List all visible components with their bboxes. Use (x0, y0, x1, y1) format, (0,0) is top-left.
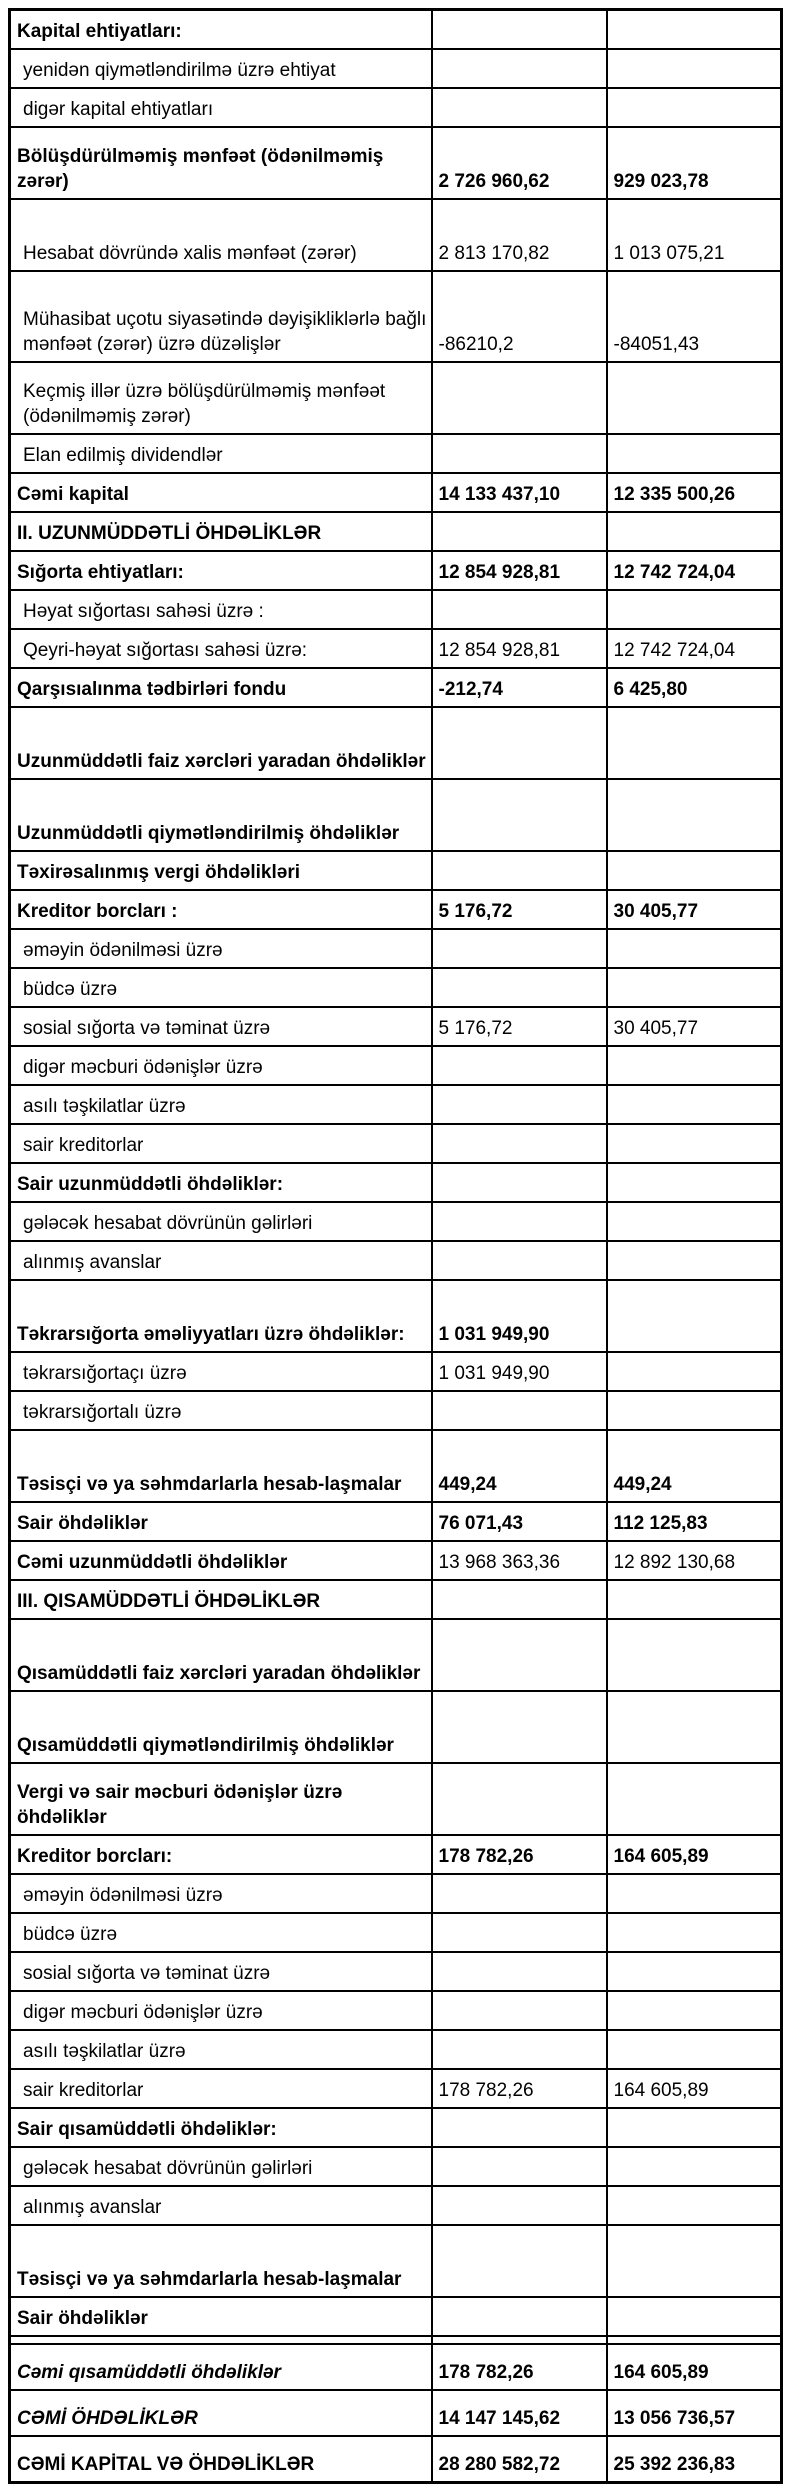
value-col-2 (607, 1580, 782, 1619)
row-label: gələcək hesabat dövrünün gəlirləri (10, 1202, 432, 1241)
row-label: Bölüşdürülməmiş mənfəət (ödənilməmiş zərər) (10, 127, 432, 199)
table-row (10, 1502, 782, 1541)
row-label: təkrarsığortaçı üzrə (10, 1352, 432, 1391)
row-label: büdcə üzrə (10, 968, 432, 1007)
value-col-1 (432, 1202, 607, 1241)
value-col-2 (607, 1352, 782, 1391)
row-label: III. QISAMÜDDƏTLİ ÖHDƏLİKLƏR (10, 1580, 432, 1619)
value-col-2: 25 392 236,83 (607, 2436, 782, 2483)
value-col-1 (432, 1241, 607, 1280)
value-col-2 (607, 929, 782, 968)
table-row (10, 2147, 782, 2186)
value-col-2: 449,24 (607, 1430, 782, 1502)
value-col-1 (432, 2030, 607, 2069)
row-label: Sair öhdəliklər (10, 2297, 432, 2336)
value-col-2 (607, 512, 782, 551)
value-col-1 (432, 851, 607, 890)
value-col-2 (607, 1991, 782, 2030)
value-col-1 (432, 1046, 607, 1085)
table-row (10, 2336, 782, 2344)
value-col-2 (607, 1619, 782, 1691)
row-label: büdcə üzrə (10, 1913, 432, 1952)
value-col-1: 178 782,26 (432, 2344, 607, 2390)
row-label: gələcək hesabat dövrünün gəlirləri (10, 2147, 432, 2186)
value-col-1: 1 031 949,90 (432, 1352, 607, 1391)
row-label: II. UZUNMÜDDƏTLİ ÖHDƏLİKLƏR (10, 512, 432, 551)
value-col-2 (607, 968, 782, 1007)
table-row (10, 1913, 782, 1952)
value-col-1: 1 031 949,90 (432, 1280, 607, 1352)
table-row (10, 1991, 782, 2030)
value-col-1 (432, 1913, 607, 1952)
table-row (10, 1691, 782, 1763)
row-label: Sair öhdəliklər (10, 1502, 432, 1541)
row-label: digər məcburi ödənişlər üzrə (10, 1991, 432, 2030)
row-label: əməyin ödənilməsi üzrə (10, 1874, 432, 1913)
table-row (10, 1352, 782, 1391)
value-col-1: 12 854 928,81 (432, 629, 607, 668)
row-label: Sair qısamüddətli öhdəliklər: (10, 2108, 432, 2147)
row-label: Təsisçi və ya səhmdarlarla hesab-laşmalar (10, 1430, 432, 1502)
table-row (10, 1835, 782, 1874)
value-col-1 (432, 512, 607, 551)
row-label: Cəmi uzunmüddətli öhdəliklər (10, 1541, 432, 1580)
row-label: CƏMİ ÖHDƏLİKLƏR (10, 2390, 432, 2436)
table-row (10, 199, 782, 271)
row-label (10, 2336, 432, 2344)
value-col-2 (607, 1202, 782, 1241)
value-col-2 (607, 2147, 782, 2186)
value-col-2: 112 125,83 (607, 1502, 782, 1541)
value-col-2 (607, 362, 782, 434)
value-col-1 (432, 590, 607, 629)
row-label: digər kapital ehtiyatları (10, 88, 432, 127)
value-col-2: 164 605,89 (607, 1835, 782, 1874)
value-col-2 (607, 434, 782, 473)
table-row (10, 851, 782, 890)
value-col-2: 30 405,77 (607, 890, 782, 929)
table-row (10, 10, 782, 50)
value-col-1 (432, 1763, 607, 1835)
value-col-1: 5 176,72 (432, 890, 607, 929)
value-col-1 (432, 1952, 607, 1991)
liabilities-table-body (10, 10, 782, 2483)
table-row (10, 2297, 782, 2336)
table-row (10, 1163, 782, 1202)
value-col-1: -212,74 (432, 668, 607, 707)
row-label: Qeyri-həyat sığortası sahəsi üzrə: (10, 629, 432, 668)
value-col-1: 2 726 960,62 (432, 127, 607, 199)
row-label: alınmış avanslar (10, 2186, 432, 2225)
value-col-2 (607, 2336, 782, 2344)
row-label: Qısamüddətli faiz xərcləri yaradan öhdəliklər (10, 1619, 432, 1691)
value-col-2 (607, 2186, 782, 2225)
value-col-1 (432, 2108, 607, 2147)
value-col-2: 12 892 130,68 (607, 1541, 782, 1580)
row-label: CƏMİ KAPİTAL VƏ ÖHDƏLİKLƏR (10, 2436, 432, 2483)
liabilities-table (8, 8, 783, 2484)
table-row (10, 1085, 782, 1124)
table-row (10, 362, 782, 434)
row-label: Keçmiş illər üzrə bölüşdürülməmiş mənfəət (ödənilməmiş zərər) (10, 362, 432, 434)
row-label: Sair uzunmüddətli öhdəliklər: (10, 1163, 432, 1202)
table-row (10, 890, 782, 929)
row-label: asılı təşkilatlar üzrə (10, 2030, 432, 2069)
table-row (10, 2186, 782, 2225)
table-row (10, 929, 782, 968)
value-col-1: 13 968 363,36 (432, 1541, 607, 1580)
row-label: asılı təşkilatlar üzrə (10, 1085, 432, 1124)
value-col-2: -84051,43 (607, 271, 782, 362)
value-col-2 (607, 1046, 782, 1085)
value-col-2 (607, 1913, 782, 1952)
table-row (10, 1430, 782, 1502)
table-row (10, 2030, 782, 2069)
table-row (10, 1541, 782, 1580)
row-label: Kreditor borcları : (10, 890, 432, 929)
value-col-2 (607, 1391, 782, 1430)
value-col-1 (432, 1874, 607, 1913)
value-col-1: 12 854 928,81 (432, 551, 607, 590)
table-row (10, 629, 782, 668)
table-row (10, 968, 782, 1007)
row-label: Uzunmüddətli qiymətləndirilmiş öhdəliklər (10, 779, 432, 851)
value-col-1 (432, 49, 607, 88)
value-col-1 (432, 2297, 607, 2336)
table-row (10, 1046, 782, 1085)
value-col-2: 164 605,89 (607, 2069, 782, 2108)
value-col-1: 76 071,43 (432, 1502, 607, 1541)
value-col-1 (432, 2225, 607, 2297)
value-col-2: 6 425,80 (607, 668, 782, 707)
value-col-1: 5 176,72 (432, 1007, 607, 1046)
table-row (10, 590, 782, 629)
value-col-2 (607, 1874, 782, 1913)
value-col-1: 28 280 582,72 (432, 2436, 607, 2483)
table-row (10, 1952, 782, 1991)
row-label: Həyat sığortası sahəsi üzrə : (10, 590, 432, 629)
row-label: yenidən qiymətləndirilmə üzrə ehtiyat (10, 49, 432, 88)
table-row (10, 1124, 782, 1163)
value-col-1 (432, 968, 607, 1007)
value-col-2 (607, 1691, 782, 1763)
row-label: alınmış avanslar (10, 1241, 432, 1280)
value-col-1 (432, 707, 607, 779)
value-col-2: 929 023,78 (607, 127, 782, 199)
table-row (10, 551, 782, 590)
value-col-1: 14 147 145,62 (432, 2390, 607, 2436)
value-col-2: 12 742 724,04 (607, 551, 782, 590)
value-col-2 (607, 707, 782, 779)
table-row (10, 1874, 782, 1913)
value-col-2 (607, 2297, 782, 2336)
value-col-1: 2 813 170,82 (432, 199, 607, 271)
value-col-2 (607, 851, 782, 890)
value-col-1 (432, 2336, 607, 2344)
table-row (10, 1619, 782, 1691)
value-col-1 (432, 434, 607, 473)
row-label: Cəmi qısamüddətli öhdəliklər (10, 2344, 432, 2390)
row-label: Elan edilmiş dividendlər (10, 434, 432, 473)
table-row (10, 88, 782, 127)
table-row (10, 1241, 782, 1280)
row-label: Təxirəsalınmış vergi öhdəlikləri (10, 851, 432, 890)
value-col-1 (432, 1691, 607, 1763)
value-col-2 (607, 2108, 782, 2147)
value-col-2 (607, 49, 782, 88)
row-label: sair kreditorlar (10, 1124, 432, 1163)
value-col-1 (432, 779, 607, 851)
table-row (10, 2436, 782, 2483)
row-label: Təsisçi və ya səhmdarlarla hesab-laşmalar (10, 2225, 432, 2297)
table-row (10, 1391, 782, 1430)
table-row (10, 2108, 782, 2147)
row-label: Mühasibat uçotu siyasətində dəyişikliklərlə bağlı mənfəət (zərər) üzrə düzəlişlər (10, 271, 432, 362)
value-col-2: 164 605,89 (607, 2344, 782, 2390)
value-col-2: 13 056 736,57 (607, 2390, 782, 2436)
value-col-2 (607, 2225, 782, 2297)
row-label: Vergi və sair məcburi ödənişlər üzrə öhdəliklər (10, 1763, 432, 1835)
table-row (10, 1763, 782, 1835)
value-col-1: 178 782,26 (432, 2069, 607, 2108)
value-col-2 (607, 779, 782, 851)
row-label: sair kreditorlar (10, 2069, 432, 2108)
table-row (10, 2069, 782, 2108)
value-col-1 (432, 2186, 607, 2225)
table-row (10, 2225, 782, 2297)
table-row (10, 1007, 782, 1046)
value-col-2: 12 335 500,26 (607, 473, 782, 512)
value-col-1 (432, 929, 607, 968)
table-row (10, 271, 782, 362)
value-col-2 (607, 1280, 782, 1352)
table-row (10, 473, 782, 512)
value-col-1 (432, 88, 607, 127)
table-row (10, 434, 782, 473)
value-col-2 (607, 1763, 782, 1835)
row-label: Qısamüddətli qiymətləndirilmiş öhdəliklər (10, 1691, 432, 1763)
row-label: Təkrarsığorta əməliyyatları üzrə öhdəliklər: (10, 1280, 432, 1352)
value-col-1: 449,24 (432, 1430, 607, 1502)
value-col-2 (607, 1163, 782, 1202)
value-col-1 (432, 10, 607, 50)
value-col-2: 30 405,77 (607, 1007, 782, 1046)
value-col-2 (607, 2030, 782, 2069)
row-label: Hesabat dövründə xalis mənfəət (zərər) (10, 199, 432, 271)
value-col-2 (607, 590, 782, 629)
value-col-1: 178 782,26 (432, 1835, 607, 1874)
value-col-1: -86210,2 (432, 271, 607, 362)
table-row (10, 668, 782, 707)
value-col-1 (432, 1391, 607, 1430)
row-label: sosial sığorta və təminat üzrə (10, 1007, 432, 1046)
value-col-1 (432, 2147, 607, 2186)
row-label: digər məcburi ödənişlər üzrə (10, 1046, 432, 1085)
table-row (10, 1280, 782, 1352)
value-col-2 (607, 1952, 782, 1991)
value-col-1 (432, 1991, 607, 2030)
value-col-1 (432, 1124, 607, 1163)
table-row (10, 2390, 782, 2436)
value-col-2 (607, 10, 782, 50)
value-col-2 (607, 88, 782, 127)
row-label: Qarşısıalınma tədbirləri fondu (10, 668, 432, 707)
table-row (10, 707, 782, 779)
value-col-2: 1 013 075,21 (607, 199, 782, 271)
value-col-1 (432, 362, 607, 434)
row-label: sosial sığorta və təminat üzrə (10, 1952, 432, 1991)
row-label: Uzunmüddətli faiz xərcləri yaradan öhdəliklər (10, 707, 432, 779)
row-label: Kreditor borcları: (10, 1835, 432, 1874)
row-label: Sığorta ehtiyatları: (10, 551, 432, 590)
row-label: təkrarsığortalı üzrə (10, 1391, 432, 1430)
table-row (10, 1202, 782, 1241)
row-label: Kapital ehtiyatları: (10, 10, 432, 50)
table-row (10, 512, 782, 551)
value-col-2 (607, 1241, 782, 1280)
table-row (10, 779, 782, 851)
value-col-1 (432, 1085, 607, 1124)
row-label: Cəmi kapital (10, 473, 432, 512)
value-col-1 (432, 1619, 607, 1691)
value-col-1: 14 133 437,10 (432, 473, 607, 512)
value-col-2 (607, 1085, 782, 1124)
value-col-1 (432, 1580, 607, 1619)
table-row (10, 1580, 782, 1619)
table-row (10, 49, 782, 88)
table-row (10, 127, 782, 199)
table-row (10, 2344, 782, 2390)
row-label: əməyin ödənilməsi üzrə (10, 929, 432, 968)
value-col-2 (607, 1124, 782, 1163)
value-col-1 (432, 1163, 607, 1202)
value-col-2: 12 742 724,04 (607, 629, 782, 668)
